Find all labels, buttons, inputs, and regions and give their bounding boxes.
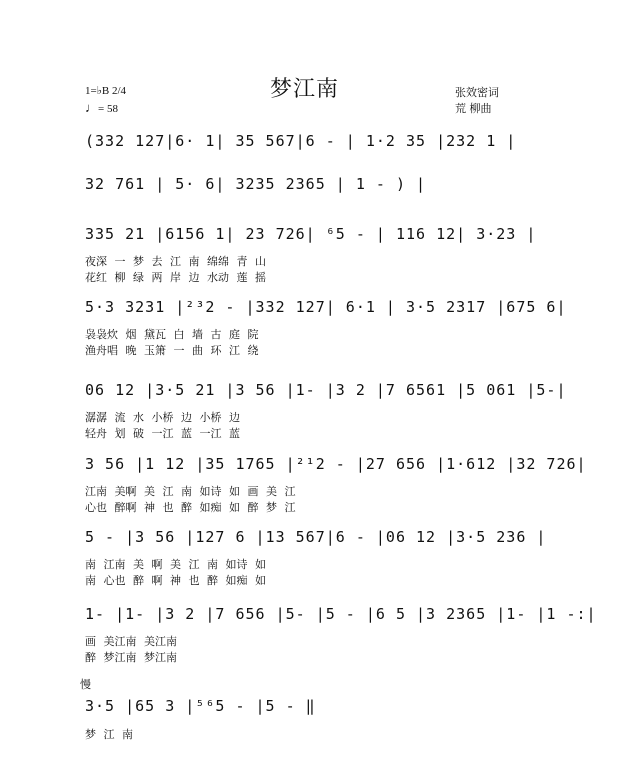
lyrics-verse-1: 江南 美啊 美 江 南 如诗 如 画 美 江 (85, 485, 296, 498)
lyricist-credit: 张效密词 (455, 86, 499, 99)
song-title: 梦江南 (270, 77, 340, 102)
notation-row: 1- |1- |3 2 |7 656 |5- |5 - |6 5 |3 2365 |1- |1 -:| (85, 605, 597, 623)
lyrics-verse-2: 花红 柳 绿 两 岸 边 水动 莲 摇 (85, 271, 266, 284)
notation-row: (332 127|6· 1| 35 567|6 - | 1·2 35 |232 1 | (85, 132, 517, 150)
composer-credit: 荒 柳曲 (455, 102, 492, 115)
notation-row: 5·3 3231 |²³2 - |332 127| 6·1 | 3·5 2317 |675 6| (85, 298, 567, 316)
lyrics-verse-1: 梦 江 南 (85, 728, 133, 741)
notation-row: 335 21 |6156 1| 23 726| ⁶5 - | 116 12| 3·23 | (85, 225, 537, 243)
lyrics-verse-1: 画 美江南 美江南 (85, 635, 177, 648)
lyrics-verse-2: 心也 醉啊 神 也 醉 如痴 如 醉 梦 江 (85, 501, 296, 514)
notation-row: 32 761 | 5· 6| 3235 2365 | 1 - ) | (85, 175, 427, 193)
lyrics-verse-2: 醉 梦江南 梦江南 (85, 651, 177, 664)
lyrics-verse-2: 渔舟唱 晚 玉箫 一 曲 环 江 绕 (85, 344, 259, 357)
notation-row: 5 - |3 56 |127 6 |13 567|6 - |06 12 |3·5 236 | (85, 528, 547, 546)
tempo-marking: ♩= 58 (85, 100, 118, 115)
key-signature: 1=♭B 2/4 (85, 85, 127, 97)
notation-row: 3·5 |65 3 |⁵⁶5 - |5 - ‖ (85, 697, 316, 715)
notation-row: 06 12 |3·5 21 |3 56 |1- |3 2 |7 6561 |5 061 |5-| (85, 381, 567, 399)
lyrics-verse-1: 南 江南 美 啊 美 江 南 如诗 如 (85, 558, 266, 571)
quarter-note-icon: ♩ (85, 100, 98, 115)
notation-row: 3 56 |1 12 |35 1765 |²¹2 - |27 656 |1·612 |32 726| (85, 455, 587, 473)
lyrics-verse-1: 夜深 一 梦 去 江 南 绵绵 青 山 (85, 255, 266, 268)
lyrics-verse-2: 轻舟 划 破 一江 蓝 一江 蓝 (85, 427, 240, 440)
lyrics-verse-1: 潺潺 流 水 小桥 边 小桥 边 (85, 411, 240, 424)
lyrics-verse-2: 南 心也 醉 啊 神 也 醉 如痴 如 (85, 574, 266, 587)
tempo-change-marking: 慢 (80, 678, 91, 691)
lyrics-verse-1: 袅袅炊 烟 黛瓦 白 墙 古 庭 院 (85, 328, 259, 341)
